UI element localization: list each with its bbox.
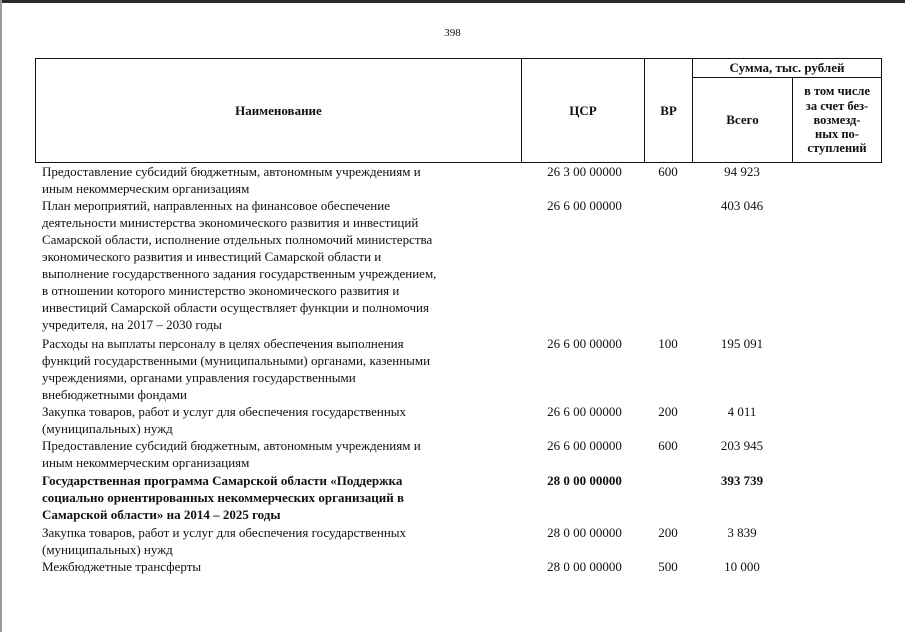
header-vr: ВР: [660, 102, 677, 118]
header-csr: ЦСР: [569, 102, 597, 118]
header-gratuitous-line: за счет без-: [805, 98, 869, 113]
row-csr: 26 6 00 00000: [547, 404, 622, 419]
scan-left-edge: [0, 0, 2, 632]
row-name: [42, 403, 514, 437]
row-name-line: функций государственными (муниципальными) органами, казенными: [42, 353, 431, 368]
row-total: 203 945: [720, 438, 764, 453]
row-vr: 200: [658, 404, 678, 419]
header-gratuitous-line: возмезд-: [813, 112, 861, 127]
row-name-line: (муниципальных) нужд: [42, 542, 173, 557]
row-csr: 28 0 00 00000: [547, 559, 622, 574]
row-total: 393 739: [720, 473, 764, 488]
row-name-line: внебюджетными фондами: [42, 387, 187, 402]
row-name-line: экономического развития и инвестиций Самарской области и: [42, 249, 382, 264]
header-gratuitous-line: в том числе: [804, 84, 870, 99]
row-name-line: Расходы на выплаты персоналу в целях обеспечения выполнения: [42, 336, 404, 351]
header-gratuitous: [793, 78, 881, 162]
row-name-line: иным некоммерческим организациям: [42, 455, 250, 470]
row-name-line: выполнение государственного задания государственным учреждением,: [42, 266, 437, 281]
row-name-line: (муниципальных) нужд: [42, 421, 173, 436]
row-csr: 28 0 00 00000: [547, 525, 622, 540]
row-name: [42, 197, 514, 333]
row-name-line: Закупка товаров, работ и услуг для обеспечения государственных: [42, 404, 407, 419]
row-vr: 600: [658, 164, 678, 179]
row-vr: 600: [658, 438, 678, 453]
row-name: [42, 558, 514, 575]
row-vr: 500: [658, 559, 678, 574]
row-vr: 200: [658, 525, 678, 540]
row-total: 403 046: [720, 198, 764, 213]
row-name: [42, 524, 514, 558]
scan-top-edge: [0, 0, 905, 3]
row-name-line: иным некоммерческим организациям: [42, 181, 250, 196]
row-name-line: деятельности министерства экономического развития и инвестиций: [42, 215, 419, 230]
row-csr: 26 6 00 00000: [547, 198, 622, 213]
row-name: [42, 472, 514, 523]
row-name-line: Межбюджетные трансферты: [42, 559, 202, 574]
row-total: 3 839: [727, 525, 757, 540]
header-name: Наименование: [235, 102, 322, 118]
row-name-line: Предоставление субсидий бюджетным, автономным учреждениям и: [42, 164, 421, 179]
row-csr: 26 6 00 00000: [547, 336, 622, 351]
row-name-line: План мероприятий, направленных на финансовое обеспечение: [42, 198, 390, 213]
row-name: [42, 163, 514, 197]
header-gratuitous-line: ступлений: [807, 141, 867, 156]
row-total: 195 091: [720, 336, 764, 351]
row-total: 4 011: [727, 404, 757, 419]
row-csr: 26 6 00 00000: [547, 438, 622, 453]
row-name: [42, 335, 514, 403]
row-csr: 28 0 00 00000: [547, 473, 622, 488]
page-number: 398: [444, 27, 461, 39]
row-total: 94 923: [724, 164, 760, 179]
row-name-line: инвестиций Самарской области осуществляет функции и полномочия: [42, 300, 429, 315]
row-name-line: Предоставление субсидий бюджетным, автономным учреждениям и: [42, 438, 421, 453]
header-gratuitous-line: ных по-: [815, 127, 859, 142]
row-total: 10 000: [724, 559, 760, 574]
header-sum-group: Сумма, тыс. рублей: [729, 60, 845, 75]
row-name-line: учреждениями, органами управления государственными: [42, 370, 356, 385]
row-name-line: в отношении которого министерство экономического развития и: [42, 283, 400, 298]
row-name-line: Закупка товаров, работ и услуг для обеспечения государственных: [42, 525, 407, 540]
row-vr: 100: [658, 336, 678, 351]
row-name-line: Самарской области, исполнение отдельных полномочий министерства: [42, 232, 433, 247]
row-name-line: учредителя, на 2017 – 2030 годы: [42, 317, 222, 332]
row-name-line: Государственная программа Самарской области «Поддержка: [42, 473, 403, 488]
row-name-line: Самарской области» на 2014 – 2025 годы: [42, 507, 281, 522]
row-csr: 26 3 00 00000: [547, 164, 622, 179]
border-right: [881, 58, 882, 162]
header-total: Всего: [726, 112, 759, 127]
row-name: [42, 437, 514, 471]
row-name-line: социально ориентированных некоммерческих организаций в: [42, 490, 404, 505]
